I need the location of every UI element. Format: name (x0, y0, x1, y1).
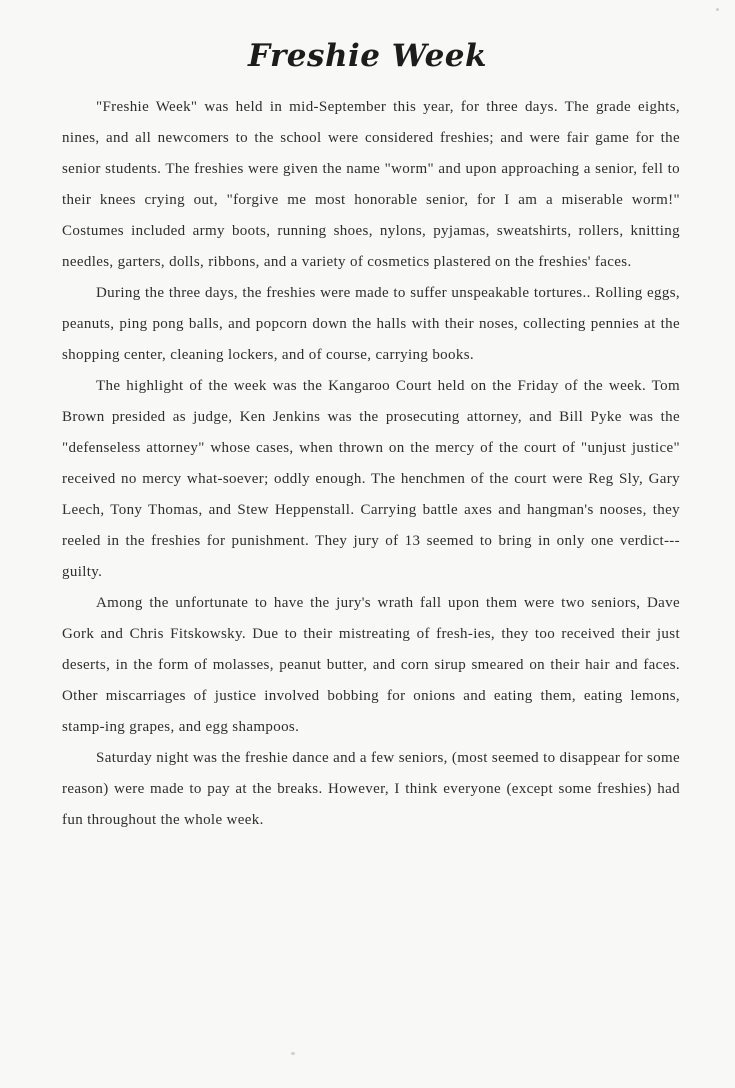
paragraph-5: Saturday night was the freshie dance and a few seniors, (most seemed to disappear for some reason) were made to pay at the breaks. However, I think everyone (except some freshies) had fun throughout the whole week. (62, 750, 680, 828)
article-body (62, 92, 680, 836)
paper-speck (291, 1052, 295, 1055)
paragraph-2: During the three days, the freshies were made to suffer unspeakable tortures.. Rolling eggs, peanuts, ping pong balls, and popcorn down the halls with their noses, collecting pennies at the shopping center, cleaning lockers, and of course, carrying books. (62, 285, 680, 363)
paragraph-3: The highlight of the week was the Kangaroo Court held on the Friday of the week. Tom Brown presided as judge, Ken Jenkins was the prosecuting attorney, and Bill Pyke was the "defenseless attorney" whose cases, when thrown on the mercy of the court of "unjust justice" received no mercy what-soever; oddly enough. The henchmen of the court were Reg Sly, Gary Leech, Tony Thomas, and Stew Heppenstall. Carrying battle axes and hangman's nooses, they reeled in the freshies for punishment. They jury of 13 seemed to bring in only one verdict---guilty. (62, 378, 680, 580)
paragraph-1: "Freshie Week" was held in mid-September this year, for three days. The grade eights, nines, and all newcomers to the school were considered freshies; and were fair game for the senior students. The freshies were given the name "worm" and upon approaching a senior, fell to their knees crying out, "forgive me most honorable senior, for I am a miserable worm!" Costumes included army boots, running shoes, nylons, pyjamas, sweatshirts, rollers, knitting needles, garters, dolls, ribbons, and a variety of cosmetics plastered on the freshies' faces. (62, 99, 680, 270)
paragraph-4: Among the unfortunate to have the jury's wrath fall upon them were two seniors, Dave Gork and Chris Fitskowsky. Due to their mistreating of fresh-ies, they too received their just deserts, in the form of molasses, peanut butter, and corn sirup smeared on their hair and faces. Other miscarriages of justice involved bobbing for onions and eating them, eating lemons, stamp-ing grapes, and egg shampoos. (62, 595, 680, 735)
page-title: Freshie Week (247, 38, 487, 74)
paper-speck (716, 8, 719, 11)
